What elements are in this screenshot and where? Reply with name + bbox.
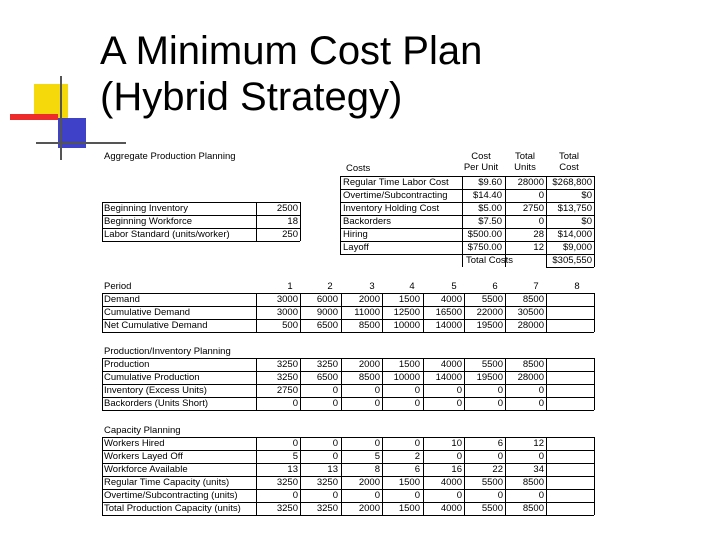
grid-line: [423, 358, 424, 410]
period-number: 7: [533, 281, 539, 292]
grid-line: [340, 176, 341, 254]
param-value: 18: [287, 216, 298, 227]
capacity-row-value: 5500: [481, 477, 503, 488]
grid-line: [341, 437, 342, 515]
capacity-row-value: 0: [292, 438, 298, 449]
grid-line: [340, 228, 594, 229]
capacity-row-value: 0: [456, 490, 462, 501]
capacity-row-value: 16: [451, 464, 462, 475]
capacity-row-value: 0: [292, 490, 298, 501]
capacity-row-label: Workers Hired: [104, 438, 165, 449]
capacity-row-label: Workers Layed Off: [104, 451, 183, 462]
param-label: Labor Standard (units/worker): [104, 229, 230, 240]
cost-total: $13,750: [557, 203, 592, 214]
cost-total: $9,000: [562, 242, 592, 253]
param-label: Beginning Workforce: [104, 216, 193, 227]
cost-total-units: 0: [538, 190, 544, 201]
demand-row-value: 3000: [276, 294, 298, 305]
grid-line: [340, 202, 594, 203]
capacity-row-value: 6: [497, 438, 503, 449]
grid-line: [102, 450, 594, 451]
cost-total: $268,800: [552, 177, 592, 188]
grid-line: [462, 176, 463, 254]
cost-total: $0: [581, 190, 592, 201]
cost-row-label: Inventory Holding Cost: [343, 203, 440, 214]
grid-line: [256, 202, 257, 241]
costs-col-header: Units: [514, 162, 536, 173]
capacity-row-value: 0: [538, 451, 544, 462]
production-row-value: 19500: [476, 372, 503, 383]
capacity-row-value: 10: [451, 438, 462, 449]
title-line-1: A Minimum Cost Plan: [100, 29, 483, 73]
demand-row-value: 500: [282, 320, 298, 331]
grid-line: [340, 215, 594, 216]
demand-row-value: 6000: [316, 294, 338, 305]
capacity-row-value: 4000: [440, 503, 462, 514]
capacity-title: Capacity Planning: [104, 425, 181, 436]
production-row-value: 8500: [522, 359, 544, 370]
grid-line: [423, 437, 424, 515]
cost-per-unit: $14.40: [472, 190, 502, 201]
grid-line: [546, 358, 547, 410]
capacity-row-value: 2000: [358, 477, 380, 488]
grid-line: [102, 502, 594, 503]
cost-per-unit: $5.00: [478, 203, 502, 214]
demand-row-value: 16500: [435, 307, 462, 318]
total-costs-value: $305,550: [552, 255, 592, 266]
production-row-value: 3250: [276, 372, 298, 383]
capacity-row-value: 5: [374, 451, 380, 462]
grid-line: [341, 358, 342, 410]
grid-line: [102, 476, 594, 477]
capacity-row-value: 3250: [316, 477, 338, 488]
grid-line: [102, 202, 300, 203]
capacity-row-value: 0: [414, 490, 420, 501]
production-row-value: 0: [456, 398, 462, 409]
production-row-value: 0: [538, 398, 544, 409]
production-row-label: Inventory (Excess Units): [104, 385, 207, 396]
capacity-row-value: 12: [533, 438, 544, 449]
capacity-row-value: 4000: [440, 477, 462, 488]
capacity-row-value: 1500: [398, 477, 420, 488]
grid-line: [102, 437, 594, 438]
capacity-row-value: 1500: [398, 503, 420, 514]
period-number: 8: [574, 281, 580, 292]
grid-line: [102, 202, 103, 241]
production-row-value: 0: [414, 398, 420, 409]
production-row-value: 6500: [316, 372, 338, 383]
grid-line: [102, 228, 300, 229]
demand-row-label: Net Cumulative Demand: [104, 320, 208, 331]
production-row-value: 0: [538, 385, 544, 396]
grid-line: [102, 293, 103, 332]
grid-line: [462, 254, 463, 267]
capacity-row-value: 0: [332, 451, 338, 462]
period-number: 2: [327, 281, 333, 292]
costs-col-header: Total: [514, 151, 536, 162]
grid-line: [594, 437, 595, 515]
demand-row-value: 5500: [481, 294, 503, 305]
production-row-value: 0: [374, 385, 380, 396]
costs-col-header: Cost: [471, 151, 491, 162]
capacity-row-value: 3250: [276, 503, 298, 514]
capacity-row-value: 0: [497, 451, 503, 462]
capacity-row-value: 3250: [316, 503, 338, 514]
period-label: Period: [104, 281, 132, 292]
grid-line: [102, 463, 594, 464]
demand-row-label: Cumulative Demand: [104, 307, 191, 318]
demand-row-value: 9000: [316, 307, 338, 318]
capacity-row-value: 6: [414, 464, 420, 475]
grid-line: [102, 215, 300, 216]
production-row-value: 0: [332, 385, 338, 396]
capacity-row-value: 0: [414, 438, 420, 449]
grid-line: [300, 293, 301, 332]
capacity-row-value: 0: [332, 438, 338, 449]
grid-line: [102, 397, 594, 398]
cost-row-label: Backorders: [343, 216, 392, 227]
capacity-row-value: 2000: [358, 503, 380, 514]
capacity-row-value: 8500: [522, 503, 544, 514]
grid-line: [594, 358, 595, 410]
grid-line: [340, 189, 594, 190]
grid-line: [340, 176, 594, 177]
grid-line: [102, 332, 594, 333]
grid-line: [102, 358, 594, 359]
capacity-row-value: 0: [497, 490, 503, 501]
sheet-heading: Aggregate Production Planning: [104, 151, 236, 162]
production-row-value: 0: [456, 385, 462, 396]
production-row-label: Backorders (Units Short): [104, 398, 209, 409]
capacity-row-value: 0: [374, 490, 380, 501]
production-row-value: 0: [332, 398, 338, 409]
grid-line: [102, 306, 594, 307]
demand-row-value: 3000: [276, 307, 298, 318]
grid-line: [464, 437, 465, 515]
grid-line: [102, 293, 594, 294]
capacity-row-value: 0: [456, 451, 462, 462]
production-row-value: 28000: [517, 372, 544, 383]
cost-total-units: 12: [533, 242, 544, 253]
capacity-row-label: Overtime/Subcontracting (units): [104, 490, 238, 501]
grid-line: [340, 241, 594, 242]
grid-line: [546, 267, 594, 268]
demand-row-label: Demand: [104, 294, 140, 305]
cost-total: $14,000: [557, 229, 592, 240]
grid-line: [594, 293, 595, 332]
capacity-row-value: 34: [533, 464, 544, 475]
grid-line: [102, 384, 594, 385]
grid-line: [300, 202, 301, 241]
param-value: 250: [282, 229, 298, 240]
period-number: 4: [409, 281, 415, 292]
capacity-row-value: 3250: [276, 477, 298, 488]
grid-line: [546, 176, 547, 267]
costs-col-header: Cost: [559, 162, 579, 173]
grid-line: [102, 515, 594, 516]
demand-row-value: 10000: [393, 320, 420, 331]
period-number: 3: [369, 281, 375, 292]
demand-row-value: 4000: [440, 294, 462, 305]
capacity-row-value: 8500: [522, 477, 544, 488]
grid-line: [256, 293, 257, 332]
grid-line: [505, 293, 506, 332]
cost-row-label: Overtime/Subcontracting: [343, 190, 448, 201]
production-row-value: 0: [414, 385, 420, 396]
grid-line: [594, 176, 595, 254]
production-row-label: Cumulative Production: [104, 372, 200, 383]
period-number: 5: [451, 281, 457, 292]
production-title: Production/Inventory Planning: [104, 346, 231, 357]
grid-line: [102, 241, 300, 242]
grid-line: [102, 410, 594, 411]
cost-per-unit: $9.60: [478, 177, 502, 188]
production-row-value: 0: [374, 398, 380, 409]
demand-row-value: 6500: [316, 320, 338, 331]
grid-line: [102, 489, 594, 490]
cost-total-units: 28: [533, 229, 544, 240]
production-row-value: 2000: [358, 359, 380, 370]
cost-row-label: Layoff: [343, 242, 369, 253]
capacity-row-value: 5500: [481, 503, 503, 514]
cost-per-unit: $500.00: [467, 229, 502, 240]
cost-total: $0: [581, 216, 592, 227]
param-label: Beginning Inventory: [104, 203, 188, 214]
production-row-value: 3250: [316, 359, 338, 370]
grid-line: [464, 293, 465, 332]
grid-line: [102, 437, 103, 515]
cost-total-units: 0: [538, 216, 544, 227]
demand-row-value: 19500: [476, 320, 503, 331]
capacity-row-value: 2: [414, 451, 420, 462]
grid-line: [382, 293, 383, 332]
grid-line: [102, 319, 594, 320]
demand-row-value: 2000: [358, 294, 380, 305]
grid-line: [382, 358, 383, 410]
grid-line: [423, 293, 424, 332]
grid-line: [300, 437, 301, 515]
grid-line: [505, 437, 506, 515]
cost-per-unit: $750.00: [467, 242, 502, 253]
grid-line: [505, 358, 506, 410]
cost-total-units: 28000: [517, 177, 544, 188]
capacity-row-value: 0: [332, 490, 338, 501]
costs-col-header: Per Unit: [463, 162, 499, 173]
demand-row-value: 12500: [393, 307, 420, 318]
grid-line: [300, 358, 301, 410]
capacity-row-value: 5: [292, 451, 298, 462]
total-costs-label: Total Costs: [466, 255, 513, 266]
production-row-value: 0: [292, 398, 298, 409]
production-row-value: 10000: [393, 372, 420, 383]
production-row-value: 2750: [276, 385, 298, 396]
demand-row-value: 14000: [435, 320, 462, 331]
capacity-row-value: 0: [538, 490, 544, 501]
title-line-2: (Hybrid Strategy): [100, 75, 403, 119]
production-row-value: 4000: [440, 359, 462, 370]
grid-line: [256, 437, 257, 515]
grid-line: [256, 358, 257, 410]
capacity-row-value: 13: [327, 464, 338, 475]
capacity-row-value: 0: [374, 438, 380, 449]
grid-line: [102, 371, 594, 372]
grid-line: [546, 437, 547, 515]
production-row-value: 0: [497, 398, 503, 409]
demand-row-value: 8500: [358, 320, 380, 331]
capacity-row-value: 8: [374, 464, 380, 475]
capacity-row-label: Regular Time Capacity (units): [104, 477, 230, 488]
period-number: 6: [492, 281, 498, 292]
production-row-value: 14000: [435, 372, 462, 383]
capacity-row-label: Total Production Capacity (units): [104, 503, 241, 514]
cost-row-label: Hiring: [343, 229, 368, 240]
cost-total-units: 2750: [522, 203, 544, 214]
grid-line: [102, 358, 103, 410]
capacity-row-label: Workforce Available: [104, 464, 188, 475]
costs-label: Costs: [346, 163, 371, 174]
grid-line: [546, 293, 547, 332]
costs-col-header: Total: [558, 151, 580, 162]
grid-line: [505, 176, 506, 267]
capacity-row-value: 13: [287, 464, 298, 475]
demand-row-value: 1500: [398, 294, 420, 305]
production-row-value: 1500: [398, 359, 420, 370]
demand-row-value: 30500: [517, 307, 544, 318]
param-value: 2500: [276, 203, 298, 214]
cost-per-unit: $7.50: [478, 216, 502, 227]
demand-row-value: 22000: [476, 307, 503, 318]
production-row-value: 3250: [276, 359, 298, 370]
demand-row-value: 28000: [517, 320, 544, 331]
demand-row-value: 11000: [354, 307, 380, 318]
production-row-value: 0: [497, 385, 503, 396]
production-row-label: Production: [104, 359, 150, 370]
grid-line: [464, 358, 465, 410]
capacity-row-value: 22: [492, 464, 503, 475]
demand-row-value: 8500: [522, 294, 544, 305]
grid-line: [382, 437, 383, 515]
period-number: 1: [287, 281, 293, 292]
production-row-value: 5500: [481, 359, 503, 370]
grid-line: [594, 254, 595, 267]
grid-line: [341, 293, 342, 332]
cost-row-label: Regular Time Labor Cost: [343, 177, 449, 188]
production-row-value: 8500: [358, 372, 380, 383]
